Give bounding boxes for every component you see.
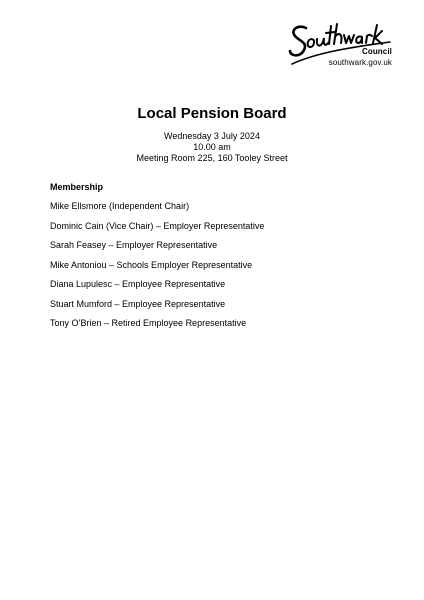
- member-item: Mike Ellsmore (Independent Chair): [50, 201, 190, 211]
- member-item: Dominic Cain (Vice Chair) – Employer Representative: [50, 220, 265, 231]
- member-item: Sarah Feasey – Employer Representative: [50, 240, 218, 250]
- meeting-venue: Meeting Room 225, 160 Tooley Street: [136, 153, 288, 163]
- southwark-council-logo: [286, 20, 398, 72]
- member-item: Tony O’Brien – Retired Employee Representative: [50, 318, 247, 328]
- logo-council-text: Council: [361, 47, 392, 56]
- membership-heading: Membership: [50, 182, 104, 192]
- membership-list: [50, 201, 264, 338]
- meeting-date: Wednesday 3 July 2024: [164, 131, 260, 141]
- member-item: Mike Antoniou – Schools Employer Representative: [50, 259, 253, 270]
- member-item: Diana Lupulesc – Employee Representative: [50, 279, 226, 289]
- meeting-details: [0, 131, 424, 164]
- logo-website-text: southwark.gov.uk: [328, 58, 392, 67]
- meeting-time: 10.00 am: [193, 142, 231, 152]
- document-title: Local Pension Board: [137, 105, 287, 122]
- member-item: Stuart Mumford – Employee Representative: [50, 298, 226, 309]
